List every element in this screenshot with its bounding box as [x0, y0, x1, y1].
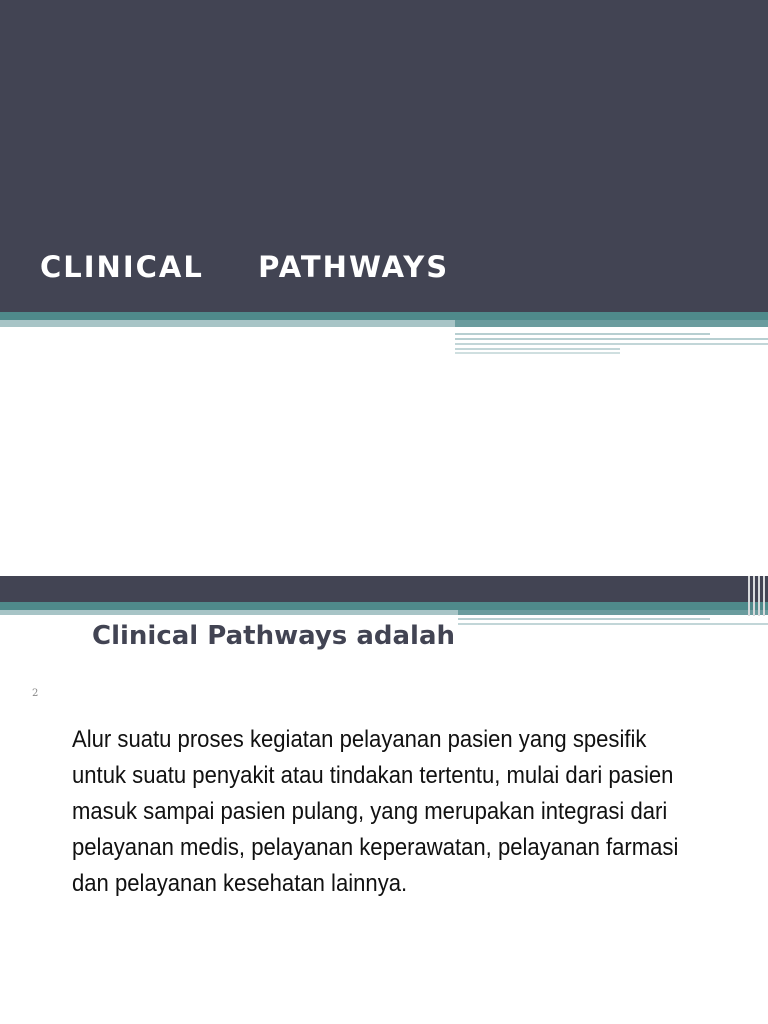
stripe-accent: [455, 320, 768, 327]
stripe-line: [455, 352, 620, 354]
stripe-teal: [0, 312, 768, 320]
stripe-line: [455, 338, 768, 340]
slide-heading: Clinical Pathways adalah: [92, 621, 455, 651]
content-slide: [0, 576, 768, 1024]
definition-paragraph: Alur suatu proses kegiatan pelayanan pasien yang spesifik untuk suatu penyakit atau tindakan tertentu, mulai dari pasien masuk sampai pasien pulang, yang merupakan integrasi dari pelayanan medis, pelayanan keperawatan, pelayanan farmasi dan pelayanan kesehatan lainnya.: [72, 726, 679, 897]
stripe-line: [455, 348, 620, 350]
stripe-light: [0, 320, 455, 327]
stripe-light: [0, 610, 458, 615]
stripe-teal: [0, 602, 768, 610]
header-band: [0, 576, 768, 602]
stripe-line: [458, 623, 768, 625]
stripe-accent: [458, 610, 768, 615]
slide-number: 2: [32, 688, 39, 699]
stripe-line: [455, 343, 768, 345]
stripe-line: [455, 333, 710, 335]
vertical-lines-decoration: [746, 576, 768, 616]
slide-title: CLINICAL PATHWAYS: [40, 250, 450, 284]
stripe-line: [458, 618, 710, 620]
